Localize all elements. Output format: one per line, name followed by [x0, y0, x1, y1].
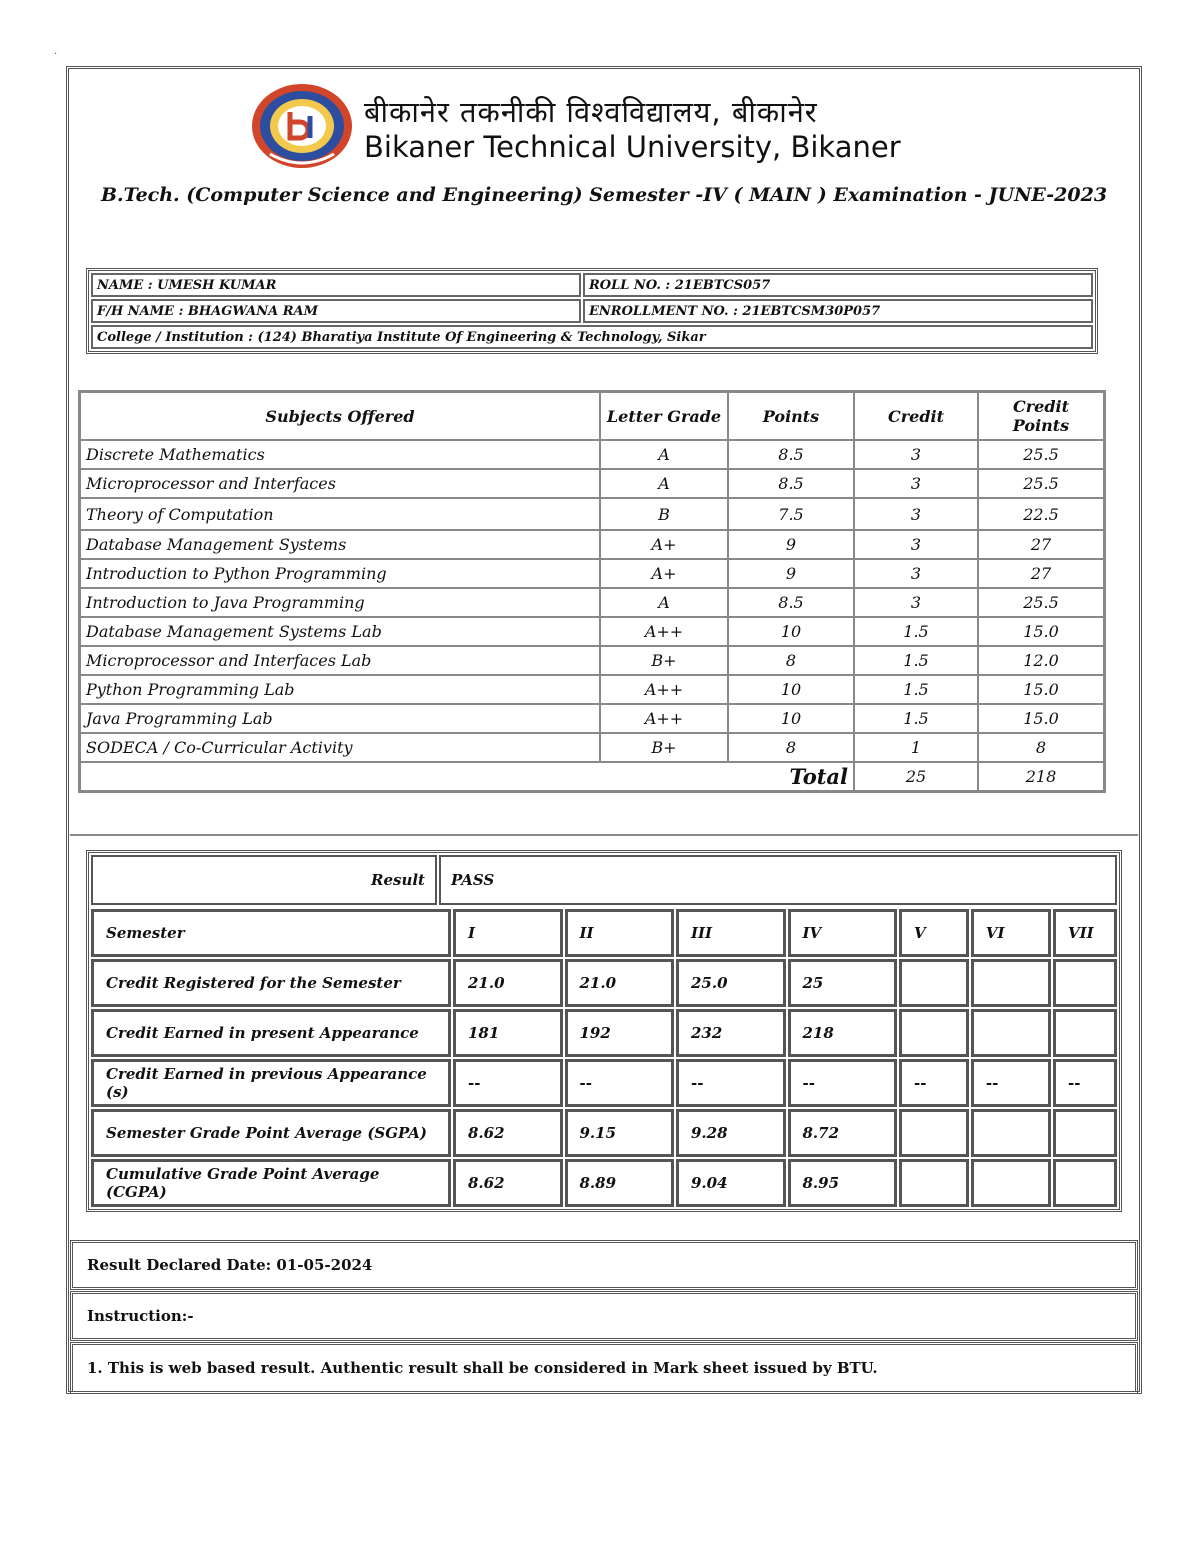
- table-row: [91, 1109, 1117, 1157]
- header-points: Points: [728, 392, 854, 440]
- roll-number: ROLL NO. : 21EBTCS057: [583, 273, 1093, 297]
- semester-value-cell: 181: [453, 1009, 563, 1057]
- subject-cell: Theory of Computation: [80, 498, 600, 530]
- semester-value-cell: 21.0: [565, 959, 675, 1007]
- semester-value-cell: [899, 959, 969, 1007]
- semester-value-cell: 8.72: [788, 1109, 898, 1157]
- credit-points-cell: 25.5: [978, 588, 1104, 617]
- table-row: [80, 440, 1104, 469]
- grade-cell: B: [600, 498, 728, 530]
- credit-cell: 3: [854, 559, 978, 588]
- grade-cell: A++: [600, 704, 728, 733]
- university-name-hindi: बीकानेर तकनीकी विश्वविद्यालय, बीकानेर: [364, 95, 818, 129]
- total-label: Total: [80, 762, 854, 791]
- marks-header-row: [80, 392, 1104, 440]
- credit-points-cell: 12.0: [978, 646, 1104, 675]
- enrollment-number: ENROLLMENT NO. : 21EBTCSM30P057: [583, 299, 1093, 323]
- credit-cell: 1: [854, 733, 978, 762]
- university-header: [250, 82, 950, 172]
- grade-cell: A: [600, 588, 728, 617]
- father-name: F/H NAME : BHAGWANA RAM: [91, 299, 581, 323]
- grade-cell: A: [600, 440, 728, 469]
- credit-cell: 3: [854, 530, 978, 559]
- subject-cell: Introduction to Python Programming: [80, 559, 600, 588]
- grade-cell: B+: [600, 733, 728, 762]
- header-credit: Credit: [854, 392, 978, 440]
- table-row: [80, 588, 1104, 617]
- credit-points-cell: 15.0: [978, 675, 1104, 704]
- semester-col-7: VII: [1053, 909, 1117, 957]
- page-dot: .: [54, 46, 58, 57]
- points-cell: 10: [728, 704, 854, 733]
- table-row: [91, 1009, 1117, 1057]
- result-label: Result: [91, 855, 437, 905]
- result-section: [86, 850, 1122, 1212]
- semester-row-label: Credit Registered for the Semester: [91, 959, 451, 1007]
- semester-value-cell: --: [565, 1059, 675, 1107]
- points-cell: 8.5: [728, 440, 854, 469]
- semester-value-cell: [971, 959, 1051, 1007]
- credit-points-cell: 8: [978, 733, 1104, 762]
- semester-value-cell: [1053, 959, 1117, 1007]
- semester-value-cell: [1053, 1009, 1117, 1057]
- instruction-heading: Instruction:-: [70, 1291, 1138, 1341]
- credit-cell: 3: [854, 588, 978, 617]
- exam-title: B.Tech. (Computer Science and Engineering) Semester -IV ( MAIN ) Examination - JUNE-2023: [100, 184, 1108, 206]
- semester-col-1: I: [453, 909, 563, 957]
- points-cell: 8.5: [728, 588, 854, 617]
- semester-value-cell: --: [971, 1059, 1051, 1107]
- semester-value-cell: --: [1053, 1059, 1117, 1107]
- total-credit-points: 218: [978, 762, 1104, 791]
- credit-cell: 3: [854, 498, 978, 530]
- credit-cell: 3: [854, 440, 978, 469]
- semester-header-label: Semester: [91, 909, 451, 957]
- semester-header-row: [91, 909, 1117, 957]
- semester-value-cell: [899, 1109, 969, 1157]
- semester-value-cell: --: [899, 1059, 969, 1107]
- college-name: College / Institution : (124) Bharatiya Institute Of Engineering & Technology, Sikar: [91, 325, 1093, 349]
- semester-row-label: Credit Earned in present Appearance: [91, 1009, 451, 1057]
- semester-value-cell: [899, 1159, 969, 1207]
- grade-cell: A++: [600, 675, 728, 704]
- credit-cell: 3: [854, 469, 978, 498]
- semester-value-cell: --: [676, 1059, 786, 1107]
- result-table: [89, 853, 1119, 907]
- subject-cell: Database Management Systems Lab: [80, 617, 600, 646]
- subject-cell: Discrete Mathematics: [80, 440, 600, 469]
- semester-value-cell: 8.62: [453, 1159, 563, 1207]
- table-row: [80, 646, 1104, 675]
- semester-value-cell: 21.0: [453, 959, 563, 1007]
- subject-cell: Microprocessor and Interfaces Lab: [80, 646, 600, 675]
- marks-table: [78, 390, 1106, 793]
- points-cell: 8.5: [728, 469, 854, 498]
- table-row: [80, 469, 1104, 498]
- semester-value-cell: 232: [676, 1009, 786, 1057]
- semester-value-cell: [1053, 1109, 1117, 1157]
- subject-cell: Microprocessor and Interfaces: [80, 469, 600, 498]
- grade-cell: A+: [600, 559, 728, 588]
- credit-cell: 1.5: [854, 646, 978, 675]
- semester-col-2: II: [565, 909, 675, 957]
- semester-value-cell: [971, 1009, 1051, 1057]
- header-subjects: Subjects Offered: [80, 392, 600, 440]
- semester-col-6: VI: [971, 909, 1051, 957]
- credit-cell: 1.5: [854, 675, 978, 704]
- credit-points-cell: 25.5: [978, 469, 1104, 498]
- table-row: [80, 733, 1104, 762]
- semester-col-4: IV: [788, 909, 898, 957]
- semester-row-label: Credit Earned in previous Appearance (s): [91, 1059, 451, 1107]
- table-row: [91, 1159, 1117, 1207]
- table-row: [80, 530, 1104, 559]
- grade-cell: A: [600, 469, 728, 498]
- semester-row-label: Cumulative Grade Point Average (CGPA): [91, 1159, 451, 1207]
- grade-cell: A++: [600, 617, 728, 646]
- credit-points-cell: 15.0: [978, 704, 1104, 733]
- points-cell: 9: [728, 530, 854, 559]
- university-logo-icon: [250, 82, 354, 170]
- semester-value-cell: 25: [788, 959, 898, 1007]
- points-cell: 9: [728, 559, 854, 588]
- semester-col-3: III: [676, 909, 786, 957]
- semester-value-cell: --: [453, 1059, 563, 1107]
- table-row: [80, 498, 1104, 530]
- total-credit: 25: [854, 762, 978, 791]
- header-credit-points: Credit Points: [978, 392, 1104, 440]
- semester-value-cell: 9.15: [565, 1109, 675, 1157]
- table-row: [80, 617, 1104, 646]
- semester-value-cell: [899, 1009, 969, 1057]
- university-name-english: Bikaner Technical University, Bikaner: [364, 130, 901, 164]
- table-row: [80, 704, 1104, 733]
- subject-cell: SODECA / Co-Curricular Activity: [80, 733, 600, 762]
- table-row: [80, 675, 1104, 704]
- grade-cell: A+: [600, 530, 728, 559]
- credit-points-cell: 27: [978, 530, 1104, 559]
- semester-value-cell: [1053, 1159, 1117, 1207]
- marks-total-row: [80, 762, 1104, 791]
- credit-cell: 1.5: [854, 617, 978, 646]
- semester-value-cell: 8.62: [453, 1109, 563, 1157]
- semester-col-5: V: [899, 909, 969, 957]
- semester-value-cell: 9.04: [676, 1159, 786, 1207]
- result-declared-date: Result Declared Date: 01-05-2024: [70, 1240, 1138, 1290]
- semester-value-cell: 25.0: [676, 959, 786, 1007]
- semester-value-cell: 192: [565, 1009, 675, 1057]
- semester-value-cell: [971, 1159, 1051, 1207]
- semester-value-cell: --: [788, 1059, 898, 1107]
- semester-value-cell: 9.28: [676, 1109, 786, 1157]
- credit-points-cell: 25.5: [978, 440, 1104, 469]
- credit-points-cell: 27: [978, 559, 1104, 588]
- points-cell: 8: [728, 733, 854, 762]
- semester-value-cell: [971, 1109, 1051, 1157]
- semester-value-cell: 8.95: [788, 1159, 898, 1207]
- student-info-table: [86, 268, 1098, 354]
- instruction-note: 1. This is web based result. Authentic result shall be considered in Mark sheet issued by BTU.: [70, 1342, 1138, 1394]
- subject-cell: Java Programming Lab: [80, 704, 600, 733]
- subject-cell: Introduction to Java Programming: [80, 588, 600, 617]
- points-cell: 10: [728, 675, 854, 704]
- credit-points-cell: 22.5: [978, 498, 1104, 530]
- table-row: [91, 959, 1117, 1007]
- semester-value-cell: 218: [788, 1009, 898, 1057]
- points-cell: 8: [728, 646, 854, 675]
- table-row: [91, 1059, 1117, 1107]
- points-cell: 7.5: [728, 498, 854, 530]
- semester-table: [89, 907, 1119, 1209]
- semester-value-cell: 8.89: [565, 1159, 675, 1207]
- result-value: PASS: [439, 855, 1117, 905]
- credit-cell: 1.5: [854, 704, 978, 733]
- grade-cell: B+: [600, 646, 728, 675]
- subject-cell: Python Programming Lab: [80, 675, 600, 704]
- credit-points-cell: 15.0: [978, 617, 1104, 646]
- semester-row-label: Semester Grade Point Average (SGPA): [91, 1109, 451, 1157]
- section-divider: [70, 834, 1138, 836]
- points-cell: 10: [728, 617, 854, 646]
- student-name: NAME : UMESH KUMAR: [91, 273, 581, 297]
- table-row: [80, 559, 1104, 588]
- subject-cell: Database Management Systems: [80, 530, 600, 559]
- header-letter-grade: Letter Grade: [600, 392, 728, 440]
